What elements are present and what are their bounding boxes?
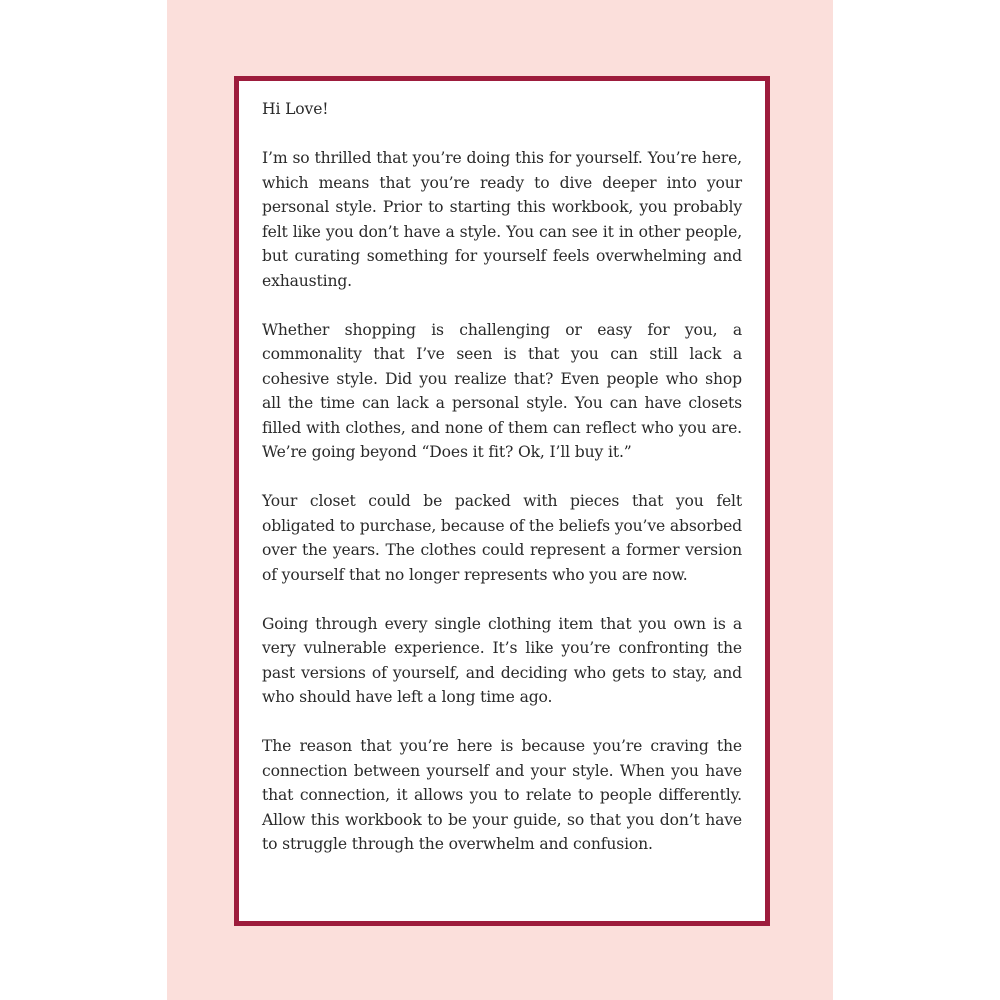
letter-greeting: Hi Love!: [262, 100, 329, 118]
letter-paragraph-4: Going through every single clothing item that you own is a very vulnerable experience. It’s like you’re confronting the past versions of yourself, and deciding who gets to stay, and who should have left a long time ago.: [262, 614, 742, 706]
letter-paragraph-5: The reason that you’re here is because you’re craving the connection between yourself and your style. When you have that connection, it allows you to relate to people differently. Allow this workbook to be your guide, so that you don’t have to struggle through the overwhelm and confusion.: [262, 737, 742, 853]
letter-paragraph-3: Your closet could be packed with pieces that you felt obligated to purchase, because of the beliefs you’ve absorbed over the years. The clothes could represent a former version of yourself that no longer represents who you are now.: [262, 492, 742, 584]
letter-paragraph-1: I’m so thrilled that you’re doing this for yourself. You’re here, which means that you’re ready to dive deeper into your personal style. Prior to starting this workbook, you probably felt like you don’t have a style. You can see it in other people, but curating something for yourself feels overwhelming and exhausting.: [262, 149, 742, 290]
letter-body: [262, 97, 742, 881]
letter-paragraph-2: Whether shopping is challenging or easy for you, a commonality that I’ve seen is that you can still lack a cohesive style. Did you realize that? Even people who shop all the time can lack a personal style. You can have closets filled with clothes, and none of them can reflect who you are. We’re going beyond “Does it fit? Ok, I’ll buy it.”: [262, 320, 742, 461]
